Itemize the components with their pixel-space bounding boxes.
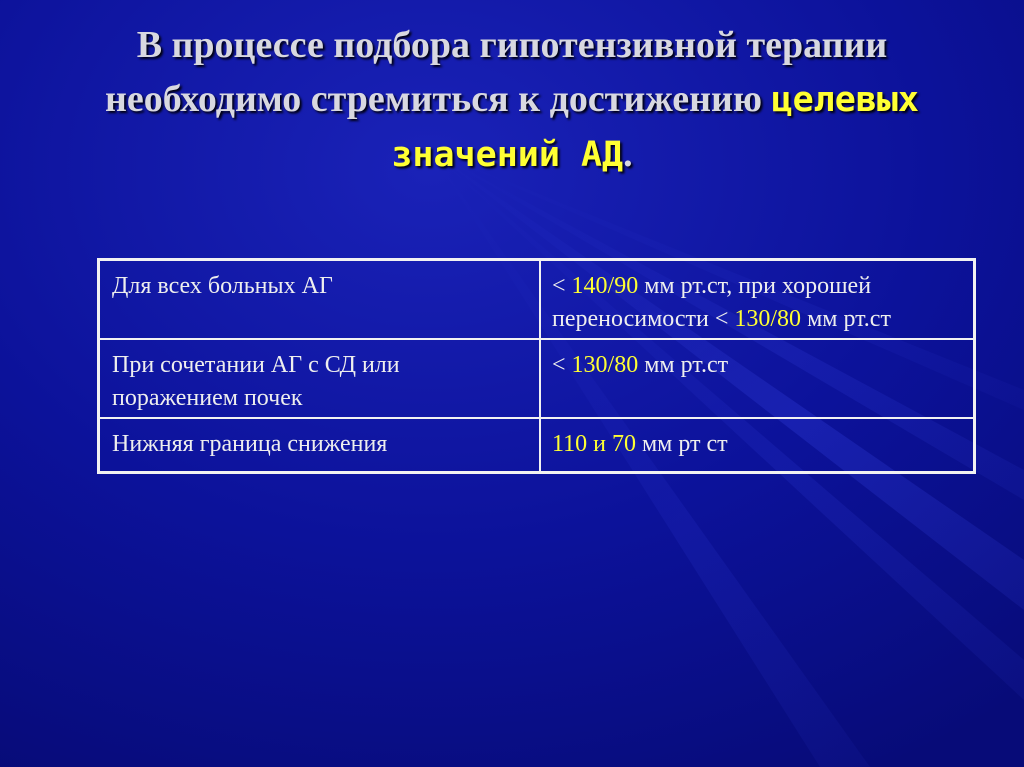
target-value: 70 <box>611 431 636 457</box>
title-highlight-1: целевых <box>771 80 920 120</box>
title-line-2-text: необходимо стремиться к достижению <box>104 78 762 120</box>
target-text: и <box>587 431 612 457</box>
target-text: < <box>552 352 572 378</box>
target-value: 110 <box>552 431 588 457</box>
table-row <box>99 418 975 473</box>
title-line-3 <box>60 127 964 182</box>
title-line-2 <box>60 72 964 127</box>
title-line-3-tail: . <box>623 133 633 175</box>
slide-title <box>60 18 964 182</box>
target-text: < <box>552 273 572 299</box>
condition-cell: Для всех больных АГ <box>99 260 541 340</box>
target-value: 140/90 <box>571 273 639 299</box>
target-cell <box>540 418 975 473</box>
table-row <box>99 260 975 340</box>
table-row <box>99 339 975 418</box>
condition-cell: При сочетании АГ с СД или поражением почек <box>99 339 541 418</box>
title-highlight-2: значений АД <box>391 135 624 175</box>
target-value: 130/80 <box>734 306 802 332</box>
target-text: мм рт.ст <box>801 306 891 332</box>
target-bp-table <box>97 258 976 474</box>
target-cell <box>540 339 975 418</box>
title-line-1: В процессе подбора гипотензивной терапии <box>136 24 888 66</box>
target-value: 130/80 <box>571 352 639 378</box>
condition-cell: Нижняя граница снижения <box>99 418 541 473</box>
target-text: мм рт.ст <box>638 352 729 378</box>
target-cell <box>540 260 975 340</box>
target-text: мм рт ст <box>635 431 728 457</box>
target-text: мм рт.ст, при хорошей переносимости < <box>552 273 872 332</box>
